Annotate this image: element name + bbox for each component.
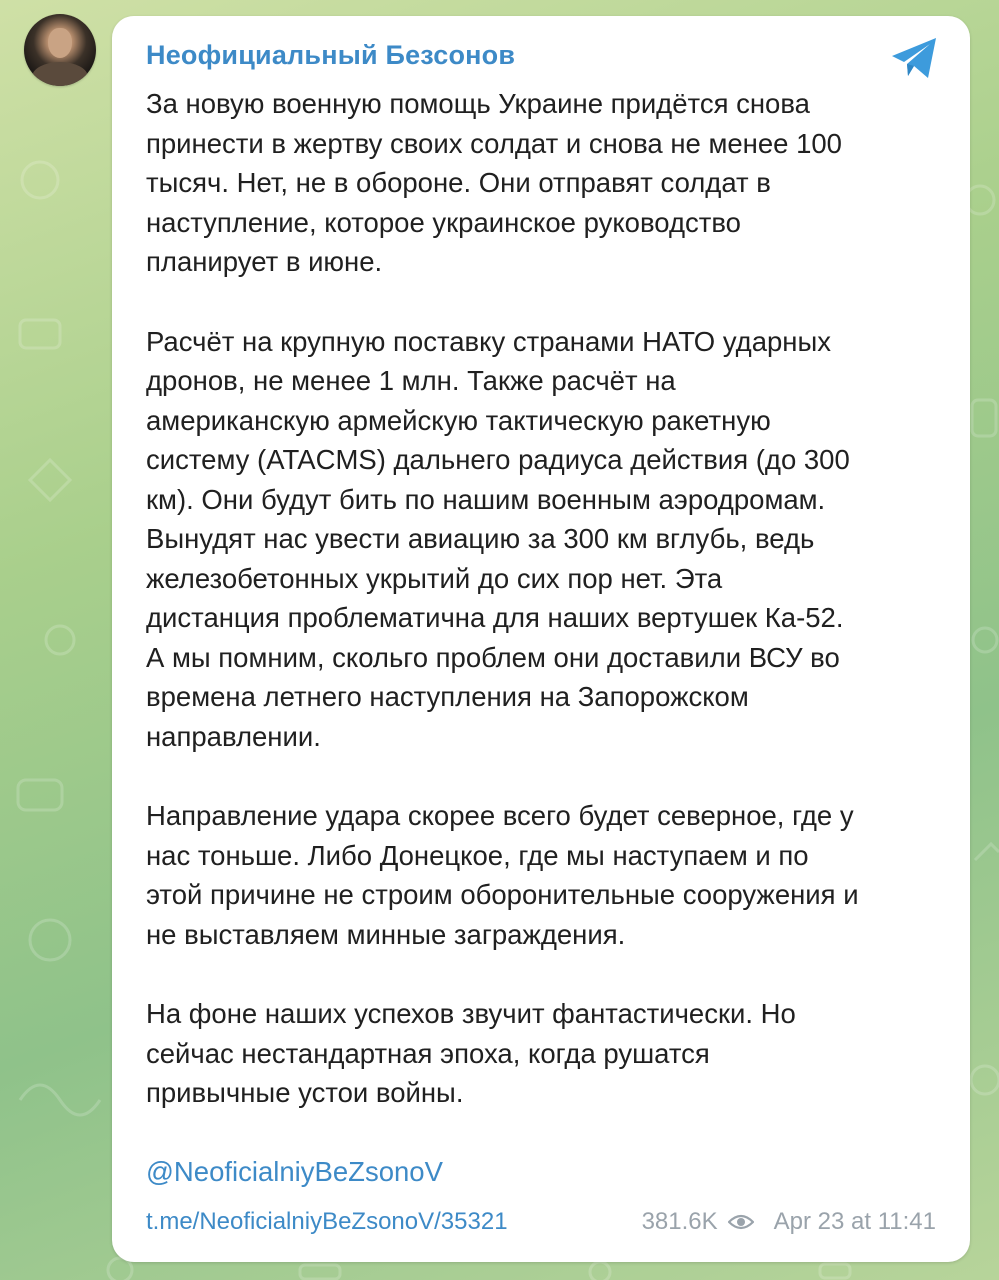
- channel-mention-link[interactable]: @NeoficialniyBeZsonoV: [146, 1156, 443, 1187]
- channel-name[interactable]: Неофициальный Безсонов: [146, 40, 516, 70]
- message-bubble: [112, 16, 970, 1262]
- avatar-head-shape: [48, 28, 72, 58]
- post-timestamp: Apr 23 at 11:41: [773, 1208, 936, 1235]
- post-paragraph-1: За новую военную помощь Украине придётся снова принести в жертву своих солдат и снова не менее 100 тысяч. Нет, не в обороне. Они отправят солдат в наступление, которое украинское руководство планирует в июне.: [146, 88, 842, 277]
- view-count: 381.6K: [641, 1208, 718, 1235]
- avatar-shoulders-shape: [32, 62, 88, 86]
- post-paragraph-2: Расчёт на крупную поставку странами НАТО ударных дронов, не менее 1 млн. Также расчёт на американскую армейскую тактическую ракетную систему (ATACMS) дальнего радиуса действия (до 300 км). Они будут бить по нашим военным аэродромам. Вынудят нас увести авиацию за 300 км вглубь, ведь железобетонных укрытий до сих пор нет. Эта дистанция проблематична для наших вертушек Ка-52. А мы помним, скольго проблем они доставили ВСУ во времена летнего наступления на Запорожском направлении.: [146, 325, 850, 752]
- eye-icon: [728, 1213, 754, 1231]
- post-paragraph-3: Направление удара скорее всего будет северное, где у нас тоньше. Либо Донецкое, где мы наступаем и по этой причине не строим оборонительные сооружения и не выставляем минные заграждения.: [146, 800, 859, 950]
- post-text: [146, 84, 946, 1153]
- post-paragraph-4: На фоне наших успехов звучит фантастически. Но сейчас нестандартная эпоха, когда рушатся привычные устои войны.: [146, 998, 796, 1108]
- post-meta: [642, 1208, 936, 1236]
- channel-avatar[interactable]: [24, 14, 96, 86]
- telegram-plane-icon: [890, 36, 940, 80]
- post-permalink[interactable]: t.me/NeoficialniyBeZsonoV/35321: [146, 1208, 508, 1235]
